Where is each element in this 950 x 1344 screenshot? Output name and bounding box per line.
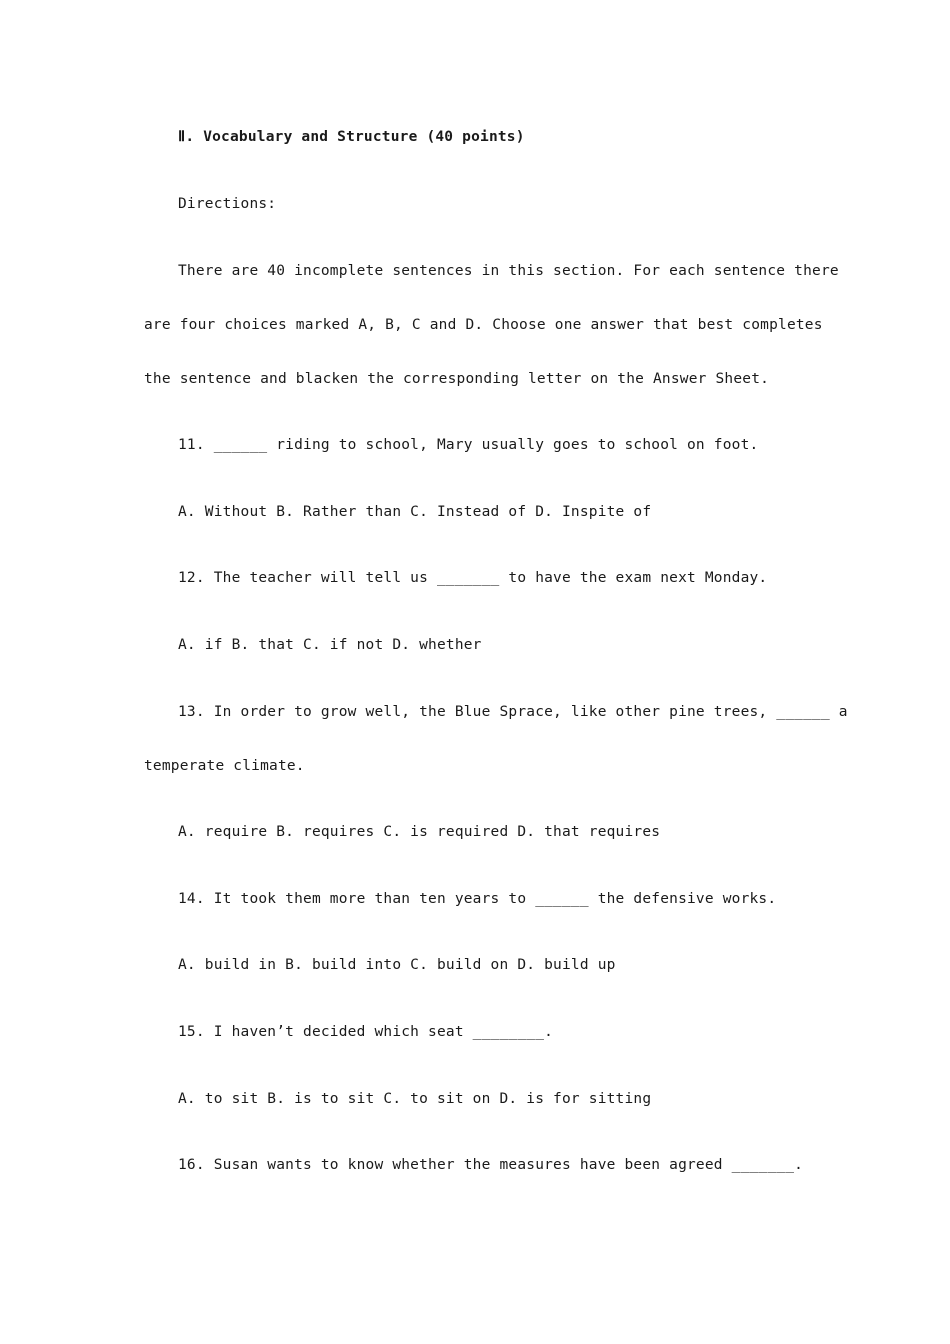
question-15-stem: 15. I haven’t decided which seat ________.	[178, 1024, 554, 1040]
directions-label: Directions:	[178, 196, 277, 212]
question-13-options: A. require B. requires C. is required D. that requires	[178, 824, 661, 840]
directions-text-line-3: the sentence and blacken the corresponding letter on the Answer Sheet.	[144, 371, 770, 387]
question-12-stem: 12. The teacher will tell us _______ to have the exam next Monday.	[178, 570, 768, 586]
question-13-stem: 13. In order to grow well, the Blue Sprace, like other pine trees, ______ a	[178, 704, 848, 720]
question-13-stem-continued: temperate climate.	[144, 758, 305, 774]
question-14-options: A. build in B. build into C. build on D. build up	[178, 957, 616, 973]
question-15-options: A. to sit B. is to sit C. to sit on D. is for sitting	[178, 1091, 652, 1107]
question-14-stem: 14. It took them more than ten years to ______ the defensive works.	[178, 891, 777, 907]
question-11-options: A. Without B. Rather than C. Instead of D. Inspite of	[178, 504, 652, 520]
section-title: Ⅱ. Vocabulary and Structure (40 points)	[178, 129, 525, 145]
question-12-options: A. if B. that C. if not D. whether	[178, 637, 482, 653]
question-11-stem: 11. ______ riding to school, Mary usually goes to school on foot.	[178, 437, 759, 453]
directions-text-line-2: are four choices marked A, B, C and D. Choose one answer that best completes	[144, 317, 823, 333]
question-16-stem: 16. Susan wants to know whether the measures have been agreed _______.	[178, 1157, 804, 1173]
directions-text-line-1: There are 40 incomplete sentences in this section. For each sentence there	[178, 263, 839, 279]
